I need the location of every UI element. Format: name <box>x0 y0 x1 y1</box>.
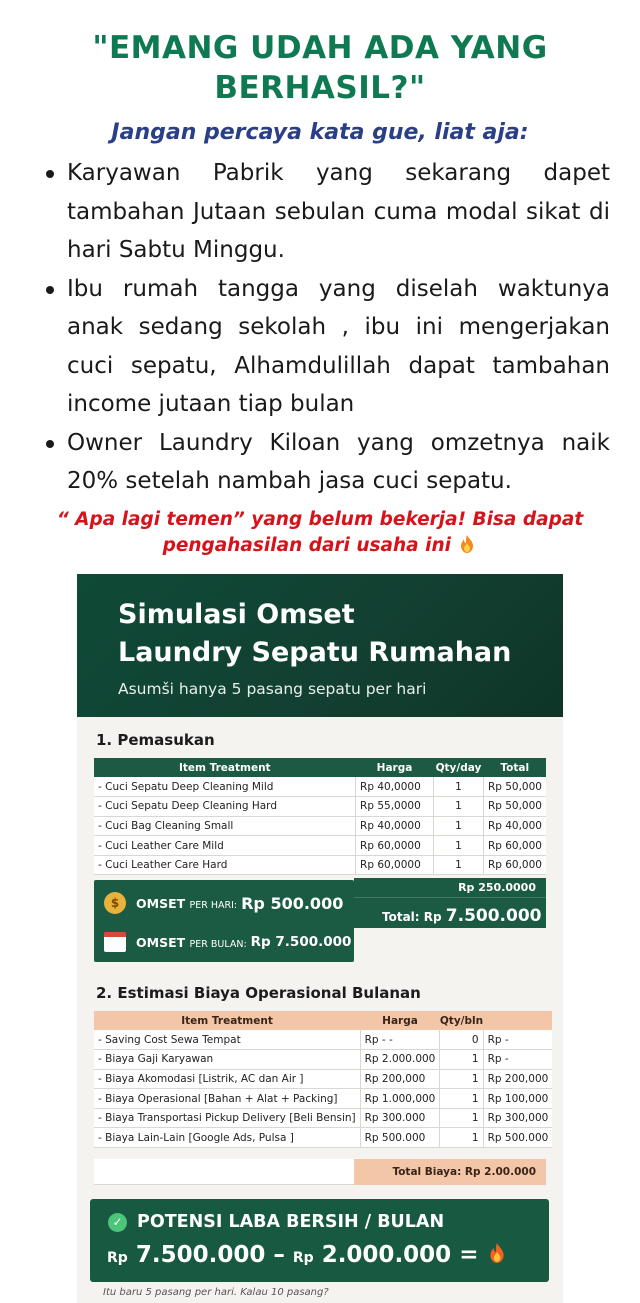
column-header: Total <box>483 758 546 777</box>
calendar-icon <box>104 932 126 952</box>
cell-total: Rp 100,000 <box>483 1089 552 1109</box>
list-item: Ibu rumah tangga yang diselah waktunya anak sedang sekolah , ibu ini mengerjakan cuci sepatu, Alhamdulillah dapat tambahan income jutaan tiap bulan <box>46 270 610 424</box>
cell-total: Rp 300,000 <box>483 1108 552 1128</box>
omset-per-day-value: Rp 500.000 <box>241 893 344 913</box>
cell-total: Rp 200,000 <box>483 1069 552 1089</box>
check-icon: ✓ <box>108 1213 127 1232</box>
table-row <box>94 1128 552 1148</box>
column-header <box>483 1011 552 1030</box>
cost-total-spacer <box>94 1159 354 1185</box>
income-total-value: 7.500.000 <box>445 906 542 926</box>
cell-price: Rp 2.000.000 <box>360 1050 440 1070</box>
money-bag-icon: $ <box>104 892 126 914</box>
table-row <box>94 1089 552 1109</box>
cell-price: Rp 60,0000 <box>356 855 434 875</box>
cell-qty: 1 <box>433 855 483 875</box>
profit-title <box>108 1212 444 1232</box>
cell-qty: 1 <box>433 797 483 817</box>
table-header-row <box>94 758 546 777</box>
infographic-header <box>77 574 563 717</box>
profit-amount: Rp 7.500.000 – Rp 2.000.000 = <box>107 1241 508 1268</box>
table-row <box>94 1069 552 1089</box>
cell-item: - Cuci Leather Care Mild <box>94 836 356 856</box>
cell-item: - Cuci Sepatu Deep Cleaning Hard <box>94 797 356 817</box>
column-header: Item Treatment <box>94 1011 360 1030</box>
cell-item: - Cuci Leather Care Hard <box>94 855 356 875</box>
table-row <box>94 816 546 836</box>
cost-table <box>94 1011 552 1148</box>
column-header: Harga <box>360 1011 440 1030</box>
cell-item: - Biaya Transportasi Pickup Delivery [Beli Bensin] <box>94 1108 360 1128</box>
cell-price: Rp 40,0000 <box>356 777 434 797</box>
cell-total: Rp - <box>483 1050 552 1070</box>
column-header: Harga <box>356 758 434 777</box>
income-table <box>94 758 546 875</box>
title-line: Laundry Sepatu Rumahan <box>118 637 512 668</box>
cell-price: Rp 200,000 <box>360 1069 440 1089</box>
column-header: Item Treatment <box>94 758 356 777</box>
cell-item: - Saving Cost Sewa Tempat <box>94 1030 360 1050</box>
cell-qty: 1 <box>433 816 483 836</box>
fire-icon <box>486 1241 508 1265</box>
title-line: Simulasi Omset <box>118 599 355 630</box>
cell-qty: 0 <box>440 1030 483 1050</box>
footnote: Itu baru 5 pasang per hari. Kalau 10 pasang? <box>103 1287 329 1298</box>
table-row <box>94 777 546 797</box>
cell-qty: 1 <box>440 1050 483 1070</box>
cell-price: Rp 40,0000 <box>356 816 434 836</box>
profit-box <box>90 1199 549 1282</box>
profit-title-text: POTENSI LABA BERSIH / BULAN <box>137 1212 445 1232</box>
column-header: Qty/day <box>433 758 483 777</box>
table-row <box>94 1030 552 1050</box>
section-title-income: 1. Pemasukan <box>96 731 215 749</box>
cell-item: - Biaya Gaji Karyawan <box>94 1050 360 1070</box>
cell-price: Rp 60,0000 <box>356 836 434 856</box>
fire-icon <box>457 534 477 554</box>
omset-per-month-value: Rp 7.500.000 <box>250 934 352 950</box>
subheading: Jangan percaya kata gue, liat aja: <box>111 120 529 145</box>
cell-item: - Cuci Sepatu Deep Cleaning Mild <box>94 777 356 797</box>
cell-item: - Biaya Lain-Lain [Google Ads, Pulsa ] <box>94 1128 360 1148</box>
table-header-row <box>94 1011 552 1030</box>
cell-price: Rp 1.000,000 <box>360 1089 440 1109</box>
omset-per-day <box>104 892 343 914</box>
cell-total: Rp 50,000 <box>483 777 546 797</box>
headline <box>0 28 640 108</box>
cell-price: Rp 300.000 <box>360 1108 440 1128</box>
promo-text <box>0 507 640 559</box>
table-row <box>94 855 546 875</box>
omset-label: OMSET PER BULAN: <box>136 934 247 950</box>
income-total: Total: Rp 7.500.000 <box>382 906 542 926</box>
income-total-box <box>354 878 546 928</box>
cell-qty: 1 <box>440 1108 483 1128</box>
cell-qty: 1 <box>440 1069 483 1089</box>
cell-qty: 1 <box>433 777 483 797</box>
cell-qty: 1 <box>433 836 483 856</box>
omset-summary-box <box>94 880 354 962</box>
cell-total: Rp 60,000 <box>483 836 546 856</box>
cell-item: - Cuci Bag Cleaning Small <box>94 816 356 836</box>
table-row <box>94 836 546 856</box>
omset-infographic <box>77 574 563 1303</box>
section-title-costs: 2. Estimasi Biaya Operasional Bulanan <box>96 984 421 1002</box>
table-row <box>94 797 546 817</box>
income-sum: Rp 250.0000 <box>354 878 546 898</box>
cell-item: - Biaya Operasional [Bahan + Alat + Packing] <box>94 1089 360 1109</box>
omset-label: OMSET PER HARI: <box>136 895 238 911</box>
list-item: Karyawan Pabrik yang sekarang dapet tambahan Jutaan sebulan cuma modal sikat di hari Sabtu Minggu. <box>46 154 610 270</box>
cell-qty: 1 <box>440 1089 483 1109</box>
cell-price: Rp - - <box>360 1030 440 1050</box>
cost-total: Total Biaya: Rp 2.00.000 <box>354 1159 546 1185</box>
omset-per-month <box>104 932 351 952</box>
list-item: Owner Laundry Kiloan yang omzetnya naik 20% setelah nambah jasa cuci sepatu. <box>46 424 610 501</box>
headline-text: "EMANG UDAH ADA YANG BERHASIL?" <box>92 30 548 106</box>
cell-total: Rp 50,000 <box>483 797 546 817</box>
cell-total: Rp 500.000 <box>483 1128 552 1148</box>
promo-label: “ Apa lagi temen” yang belum bekerja! Bisa dapat pengahasilan dari usaha ini <box>56 509 584 556</box>
cell-total: Rp 40,000 <box>483 816 546 836</box>
cell-price: Rp 500.000 <box>360 1128 440 1148</box>
infographic-title <box>118 596 563 672</box>
column-header: Qty/bln <box>440 1011 483 1030</box>
cell-qty: 1 <box>440 1128 483 1148</box>
testimonial-list <box>46 154 610 501</box>
cell-price: Rp 55,0000 <box>356 797 434 817</box>
table-row <box>94 1050 552 1070</box>
cell-total: Rp - <box>483 1030 552 1050</box>
cell-item: - Biaya Akomodasi [Listrik, AC dan Air ] <box>94 1069 360 1089</box>
infographic-subtitle: Asumši hanya 5 pasang sepatu per hari <box>118 680 427 698</box>
cell-total: Rp 60,000 <box>483 855 546 875</box>
table-row <box>94 1108 552 1128</box>
